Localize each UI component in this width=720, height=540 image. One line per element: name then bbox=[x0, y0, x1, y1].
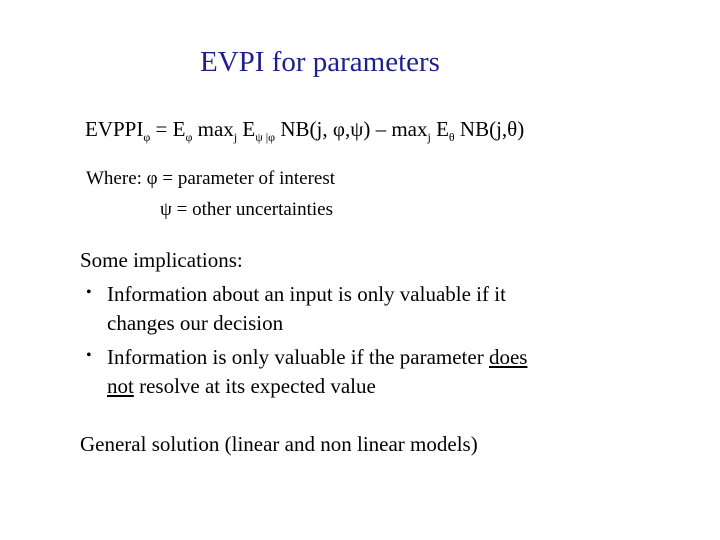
evppi-formula: $EVPPI_\varphi = E_\varphi$ $\max_j E_{\psi |\varphi}$ NB(j, $\varphi,\psi) - \max_j E_\theta$ NB(j,θ) bbox=[85, 117, 525, 144]
bullet-icon: • bbox=[86, 347, 92, 364]
implications-heading: Some implications: bbox=[80, 248, 243, 272]
slide-title: EVPI for parameters bbox=[200, 46, 440, 78]
where-line-phi: Where: φ = parameter of interest bbox=[86, 168, 336, 189]
general-solution: General solution (linear and non linear models) bbox=[80, 432, 478, 456]
where-line-psi: ψ = other uncertainties bbox=[160, 199, 333, 220]
implication-1-line-1: Information about an input is only valuable if it bbox=[107, 282, 506, 306]
implication-1-line-2: changes our decision bbox=[107, 311, 284, 335]
bullet-icon: • bbox=[86, 284, 92, 301]
implication-2-line-2: not resolve at its expected value bbox=[107, 374, 376, 398]
implication-2-line-1: Information is only valuable if the parameter does bbox=[107, 345, 528, 369]
